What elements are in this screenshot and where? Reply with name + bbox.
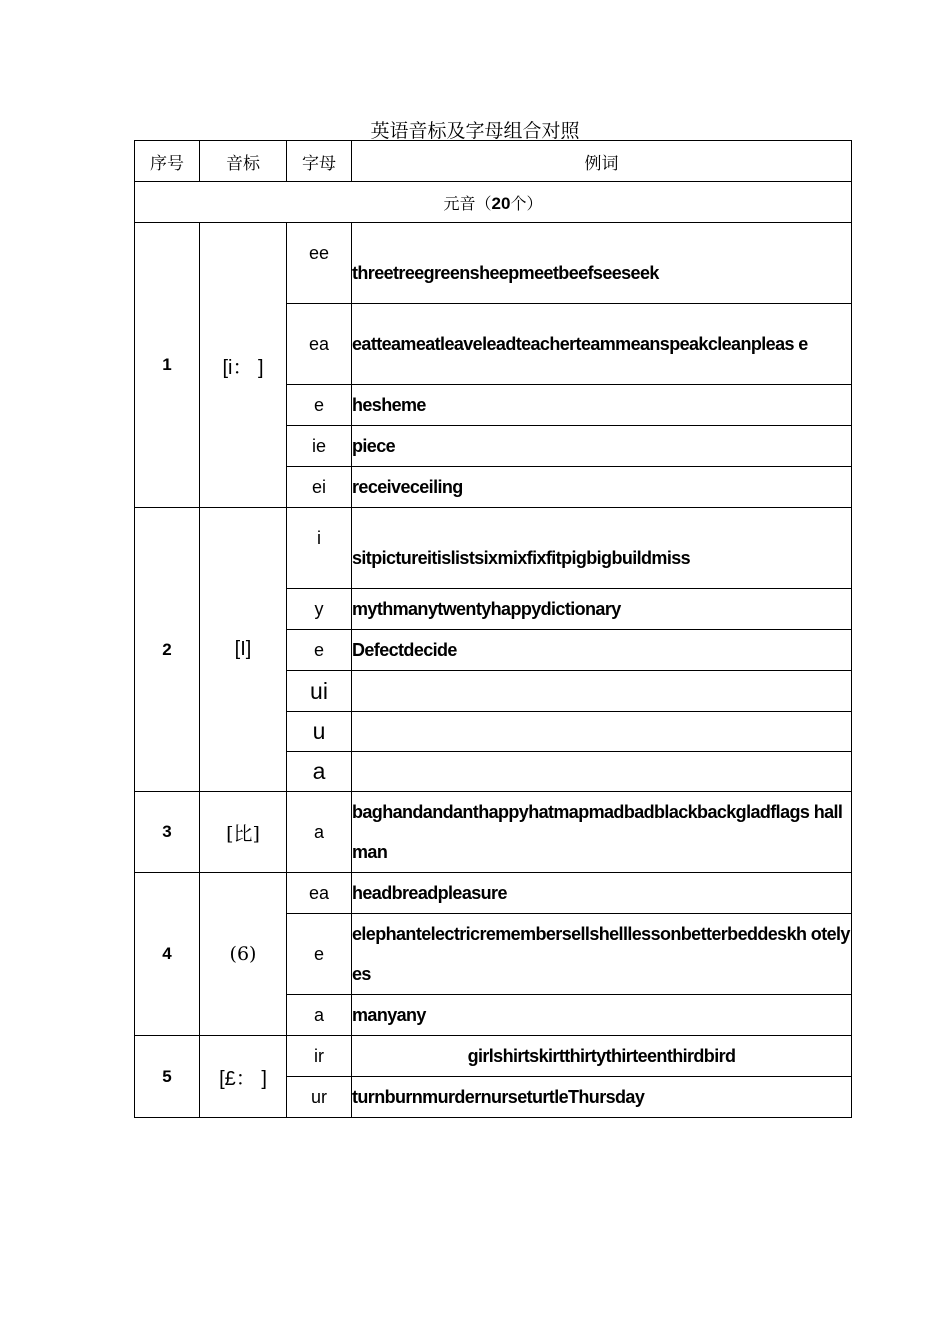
letter-combination: ur <box>287 1077 352 1118</box>
example-words: piece <box>352 426 852 467</box>
section-label-count: 20 <box>491 193 511 213</box>
table-row <box>135 873 852 914</box>
header-row <box>135 141 852 182</box>
row-number: 3 <box>135 792 200 873</box>
phonetic-symbol: [i： ] <box>200 223 287 508</box>
phonetic-table <box>134 140 852 1118</box>
document-title: 英语音标及字母组合对照 <box>370 120 580 142</box>
example-words: threetreegreensheepmeetbeefseeseek <box>352 223 852 304</box>
letter-combination: ei <box>287 467 352 508</box>
letter-combination: ea <box>287 873 352 914</box>
example-words: manyany <box>352 995 852 1036</box>
letter-combination: i <box>287 508 352 589</box>
example-words: girlshirtskirtthirtythirteenthirdbird <box>352 1036 852 1077</box>
example-words: Defectdecide <box>352 630 852 671</box>
row-number: 5 <box>135 1036 200 1118</box>
letter-combination: u <box>287 712 352 752</box>
phonetic-symbol: [£： ] <box>200 1036 287 1118</box>
letter-combination: ie <box>287 426 352 467</box>
example-words: headbreadpleasure <box>352 873 852 914</box>
row-number: 4 <box>135 873 200 1036</box>
example-words: eatteameatleaveleadteacherteammeanspeakcleanpleas e <box>352 304 852 385</box>
letter-combination: ee <box>287 223 352 304</box>
section-label <box>135 182 852 223</box>
letter-combination: e <box>287 914 352 995</box>
table-row <box>135 508 852 589</box>
header-phonetic: 音标 <box>200 141 287 182</box>
example-words: mythmanytwentyhappydictionary <box>352 589 852 630</box>
letter-combination: ir <box>287 1036 352 1077</box>
header-examples: 例词 <box>352 141 852 182</box>
example-words: receiveceiling <box>352 467 852 508</box>
letter-combination: a <box>287 752 352 792</box>
section-label-suffix: 个） <box>510 193 543 213</box>
table-row <box>135 792 852 873</box>
example-words <box>352 752 852 792</box>
header-letters: 字母 <box>287 141 352 182</box>
section-row <box>135 182 852 223</box>
letter-combination: a <box>287 995 352 1036</box>
example-words: turnburnmurdernurseturtleThursday <box>352 1077 852 1118</box>
letter-combination: ui <box>287 671 352 712</box>
example-words: elephantelectricremembersellshelllessonbetterbeddeskh otelyes <box>352 914 852 995</box>
example-words: hesheme <box>352 385 852 426</box>
header-number: 序号 <box>135 141 200 182</box>
row-number: 2 <box>135 508 200 792</box>
phonetic-symbol: [比] <box>200 792 287 873</box>
section-label-prefix: 元音（ <box>443 193 492 213</box>
table-row <box>135 1036 852 1077</box>
phonetic-symbol: (6) <box>200 873 287 1036</box>
letter-combination: e <box>287 385 352 426</box>
letter-combination: y <box>287 589 352 630</box>
example-words <box>352 671 852 712</box>
example-words: sitpictureitislistsixmixfixfitpigbigbuildmiss <box>352 508 852 589</box>
table-row <box>135 223 852 304</box>
letter-combination: a <box>287 792 352 873</box>
letter-combination: ea <box>287 304 352 385</box>
letter-combination: e <box>287 630 352 671</box>
example-words: baghandandanthappyhatmapmadbadblackbackgladflags hallman <box>352 792 852 873</box>
row-number: 1 <box>135 223 200 508</box>
phonetic-symbol: [I] <box>200 508 287 792</box>
example-words <box>352 712 852 752</box>
